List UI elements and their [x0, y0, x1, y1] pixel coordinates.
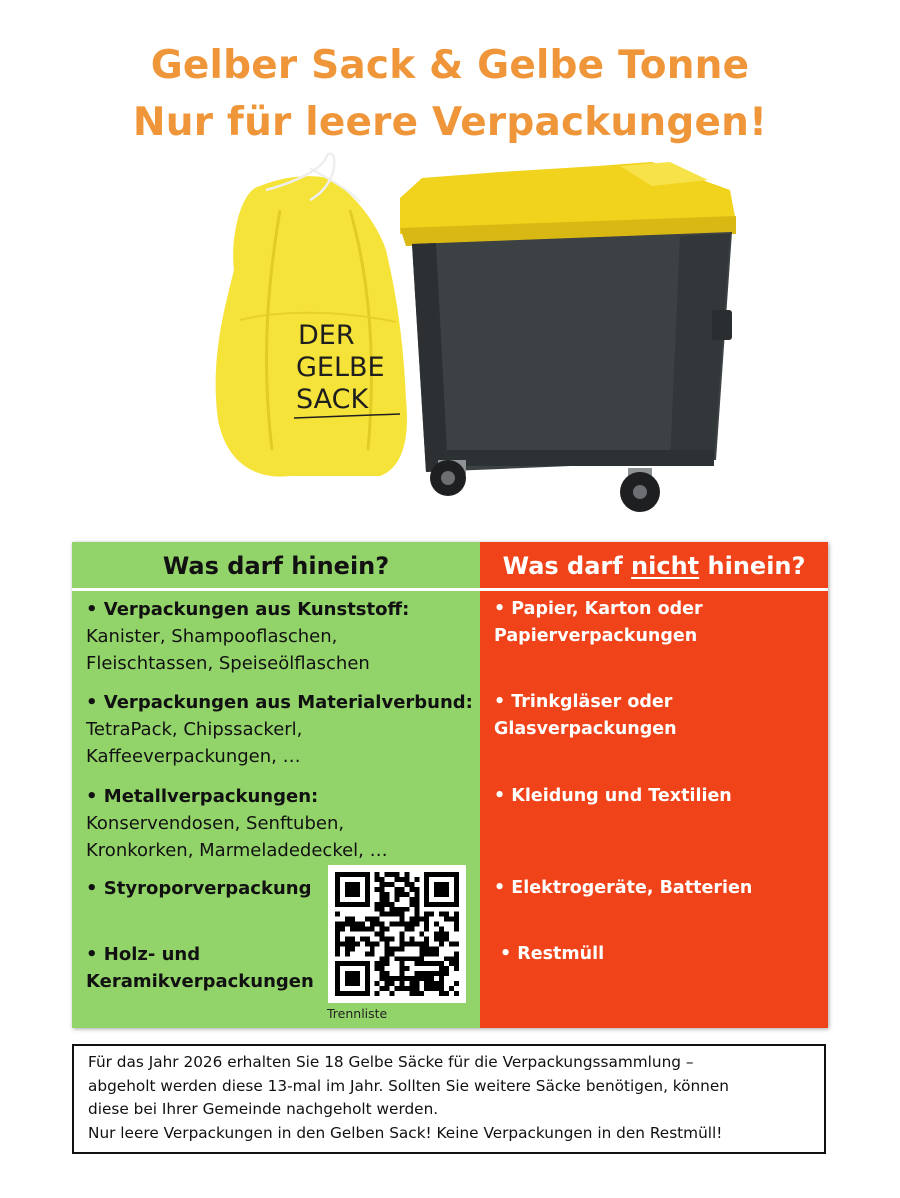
- not-allowed-header: [480, 542, 828, 588]
- not-allowed-item-line: Kleidung und Textilien: [511, 786, 732, 806]
- allowed-item-title: Verpackungen aus Kunststoff:: [103, 599, 410, 620]
- not-allowed-item-textiles: • Kleidung und Textilien: [494, 786, 732, 806]
- title-line-2: Nur für leere Verpackungen!: [132, 100, 768, 145]
- not-allowed-item-line: Papierverpackungen: [494, 626, 698, 646]
- qr-code[interactable]: [328, 865, 466, 1003]
- allowed-item-line: Konservendosen, Senftuben,: [86, 813, 345, 834]
- header-divider: [480, 588, 828, 591]
- allowed-item-line: Kronkorken, Marmeladedeckel, …: [86, 840, 388, 861]
- sorting-table: [72, 542, 828, 1028]
- not-allowed-item-residual: • Restmüll: [500, 944, 605, 964]
- not-allowed-item-electronics: • Elektrogeräte, Batterien: [494, 878, 753, 898]
- note-line: Für das Jahr 2026 erhalten Sie 18 Gelbe Säcke für die Verpackungssammlung –: [88, 1053, 694, 1071]
- sack-label-line-1: DER: [298, 320, 355, 351]
- allowed-item-title: Holz- und: [103, 944, 201, 965]
- not-allowed-header-emph: nicht: [631, 552, 700, 580]
- note-line: diese bei Ihrer Gemeinde nachgeholt werden.: [88, 1100, 439, 1118]
- yellow-sack-illustration: [216, 154, 407, 477]
- not-allowed-item-line: Trinkgläser oder: [511, 692, 673, 712]
- header-divider: [72, 588, 480, 591]
- note-line: Nur leere Verpackungen in den Gelben Sack! Keine Verpackungen in den Restmüll!: [88, 1123, 723, 1142]
- qr-caption: Trennliste: [327, 1006, 388, 1021]
- allowed-item-title: Verpackungen aus Materialverbund:: [103, 692, 473, 713]
- not-allowed-item-line: Restmüll: [517, 944, 605, 964]
- allowed-item-title: Styroporverpackung: [103, 878, 312, 899]
- allowed-item-title-line-2: Keramikverpackungen: [86, 971, 314, 992]
- allowed-item-line: Kanister, Shampooflaschen,: [86, 626, 338, 647]
- not-allowed-header-post: hinein?: [699, 552, 806, 580]
- sack-label-line-3: SACK: [296, 384, 369, 415]
- allowed-item-metal: • Metallverpackungen: Konservendosen, Senftuben, Kronkorken, Marmeladedeckel, …: [86, 783, 476, 864]
- sack-label-line-2: GELBE: [296, 352, 385, 383]
- not-allowed-item-line: Papier, Karton oder: [511, 599, 703, 619]
- allowed-item-title: Metallverpackungen:: [103, 786, 319, 807]
- not-allowed-column: [480, 542, 828, 1028]
- title-line-1: Gelber Sack & Gelbe Tonne: [150, 43, 750, 88]
- yellow-sack-and-bin-image: [200, 150, 760, 530]
- allowed-item-line: Fleischtassen, Speiseölflaschen: [86, 653, 370, 674]
- yellow-bin-illustration: [400, 162, 736, 512]
- note-line: abgeholt werden diese 13-mal im Jahr. Sollten Sie weitere Säcke benötigen, können: [88, 1076, 729, 1095]
- not-allowed-header-pre: Was darf: [502, 552, 632, 580]
- not-allowed-item-glass: • Trinkgläser oder Glasverpackungen: [494, 689, 824, 743]
- not-allowed-item-line: Elektrogeräte, Batterien: [511, 878, 753, 898]
- allowed-item-wood-ceramic: • Holz- und Keramikverpackungen: [86, 941, 476, 995]
- allowed-item-line: TetraPack, Chipssackerl,: [86, 719, 303, 740]
- info-note-box: [72, 1044, 826, 1154]
- allowed-item-composite: • Verpackungen aus Materialverbund: TetraPack, Chipssackerl, Kaffeeverpackungen, …: [86, 689, 476, 770]
- not-allowed-item-line: Glasverpackungen: [494, 719, 677, 739]
- allowed-header: Was darf hinein?: [162, 552, 390, 580]
- allowed-item-line: Kaffeeverpackungen, …: [86, 746, 301, 767]
- allowed-column: [72, 542, 480, 1028]
- allowed-item-plastic: • Verpackungen aus Kunststoff: Kanister, Shampooflaschen, Fleischtassen, Speiseölflaschen: [86, 596, 476, 677]
- allowed-item-styrofoam: • Styroporverpackung: [86, 878, 312, 899]
- not-allowed-item-paper: • Papier, Karton oder Papierverpackungen: [494, 596, 824, 650]
